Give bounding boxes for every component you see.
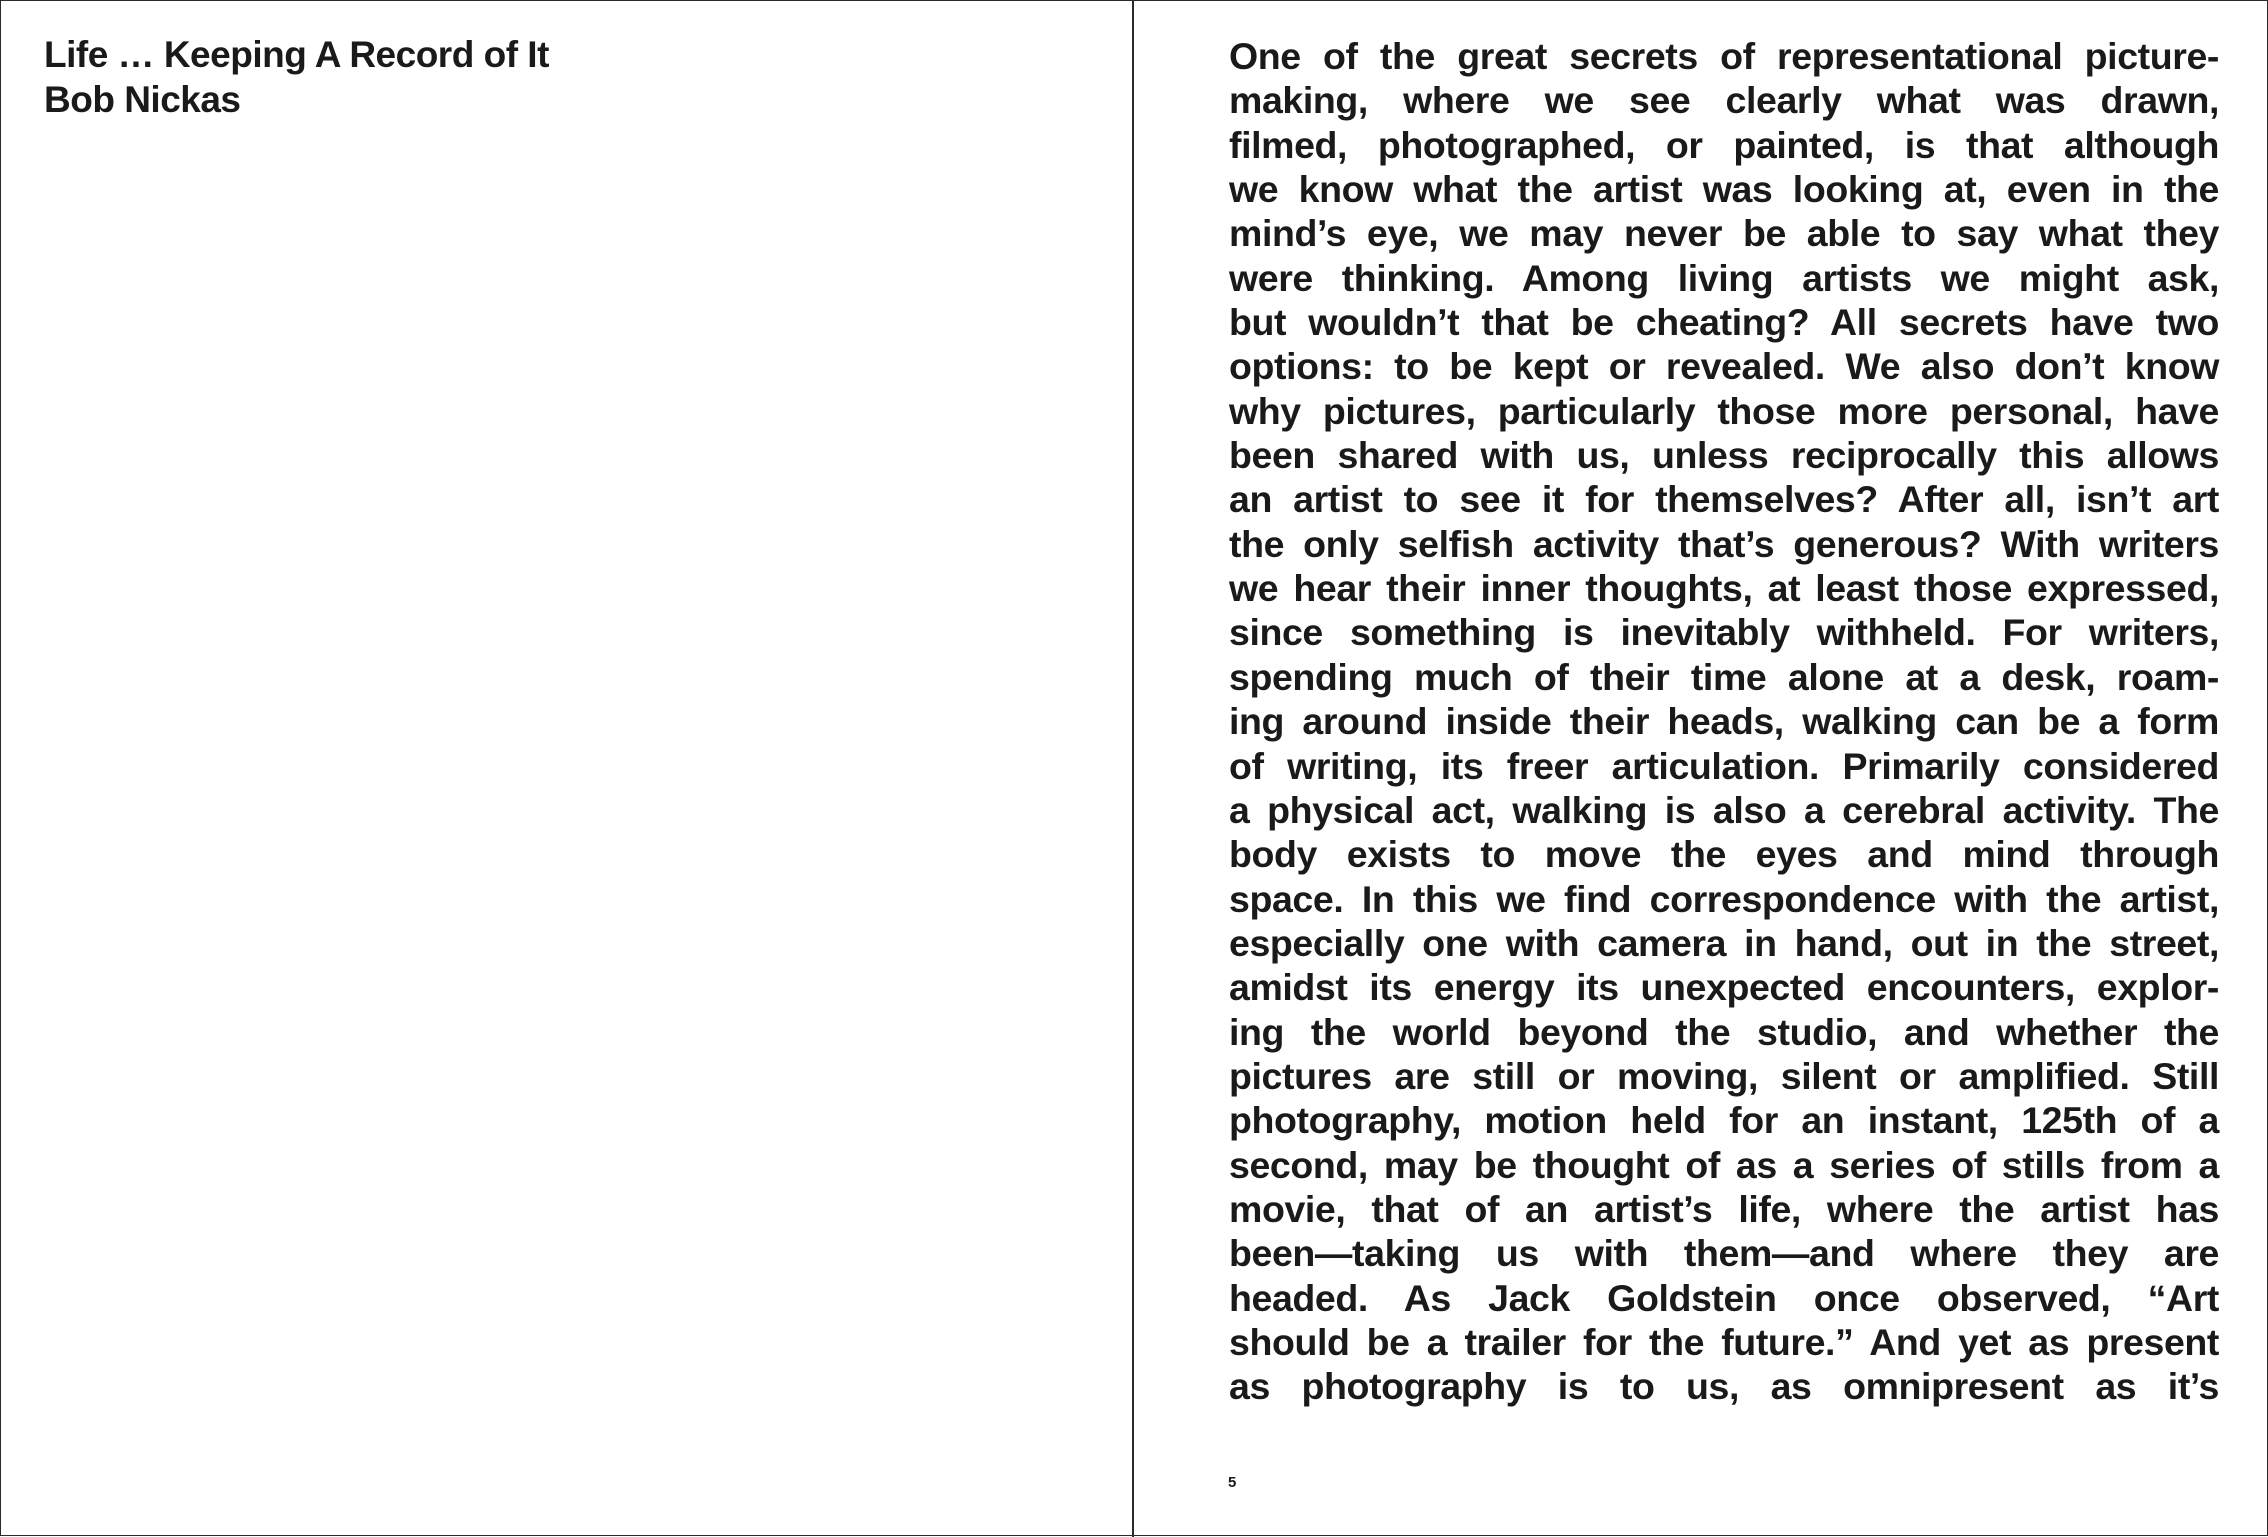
body-line: but wouldn’t that be cheating? All secrets have two: [1229, 301, 2219, 344]
body-line: we know what the artist was looking at, even in the: [1229, 168, 2219, 211]
article-title: Life … Keeping A Record of It: [44, 34, 549, 75]
body-line: especially one with camera in hand, out in the street,: [1229, 921, 2219, 964]
body-line: body exists to move the eyes and mind through: [1229, 833, 2219, 876]
body-line: pictures are still or moving, silent or amplified. Still: [1229, 1054, 2219, 1097]
body-line: movie, that of an artist’s life, where the artist has: [1229, 1187, 2219, 1230]
left-page: [1, 1, 1134, 1537]
article-header: [44, 32, 549, 122]
body-line: of writing, its freer articulation. Primarily considered: [1229, 744, 2219, 787]
body-line: the only selfish activity that’s generous? With writers: [1229, 522, 2219, 565]
body-line: should be a trailer for the future.” And yet as present: [1229, 1320, 2219, 1363]
body-line: been—taking us with them—and where they are: [1229, 1232, 2219, 1275]
page-number: 5: [1228, 1474, 1237, 1491]
body-line: One of the great secrets of representational picture-: [1229, 35, 2219, 77]
body-line: since something is inevitably withheld. For writers,: [1229, 611, 2219, 654]
body-line: space. In this we find correspondence with the artist,: [1229, 877, 2219, 920]
body-line: as photography is to us, as omnipresent as it’s: [1229, 1365, 2219, 1408]
body-line: were thinking. Among living artists we might ask,: [1229, 256, 2219, 299]
body-line: a physical act, walking is also a cerebral activity. The: [1229, 788, 2219, 831]
body-line: ing around inside their heads, walking can be a form: [1229, 700, 2219, 743]
article-author: Bob Nickas: [44, 79, 241, 120]
body-line: mind’s eye, we may never be able to say what they: [1229, 212, 2219, 255]
body-line: an artist to see it for themselves? After all, isn’t art: [1229, 478, 2219, 521]
body-line: options: to be kept or revealed. We also don’t know: [1229, 345, 2219, 388]
body-line: photography, motion held for an instant, 125th of a: [1229, 1099, 2219, 1142]
body-paragraph: [1229, 34, 2219, 1409]
body-line: spending much of their time alone at a desk, roam-: [1229, 655, 2219, 698]
body-line: we hear their inner thoughts, at least those expressed,: [1229, 567, 2219, 610]
body-line: filmed, photographed, or painted, is that although: [1229, 123, 2219, 166]
body-line: amidst its energy its unexpected encounters, explor-: [1229, 966, 2219, 1009]
body-line: headed. As Jack Goldstein once observed, “Art: [1229, 1276, 2219, 1319]
body-line: making, where we see clearly what was drawn,: [1229, 79, 2219, 122]
body-line: why pictures, particularly those more personal, have: [1229, 389, 2219, 432]
body-line: ing the world beyond the studio, and whether the: [1229, 1010, 2219, 1053]
body-line: second, may be thought of as a series of stills from a: [1229, 1143, 2219, 1186]
body-line: been shared with us, unless reciprocally this allows: [1229, 434, 2219, 477]
